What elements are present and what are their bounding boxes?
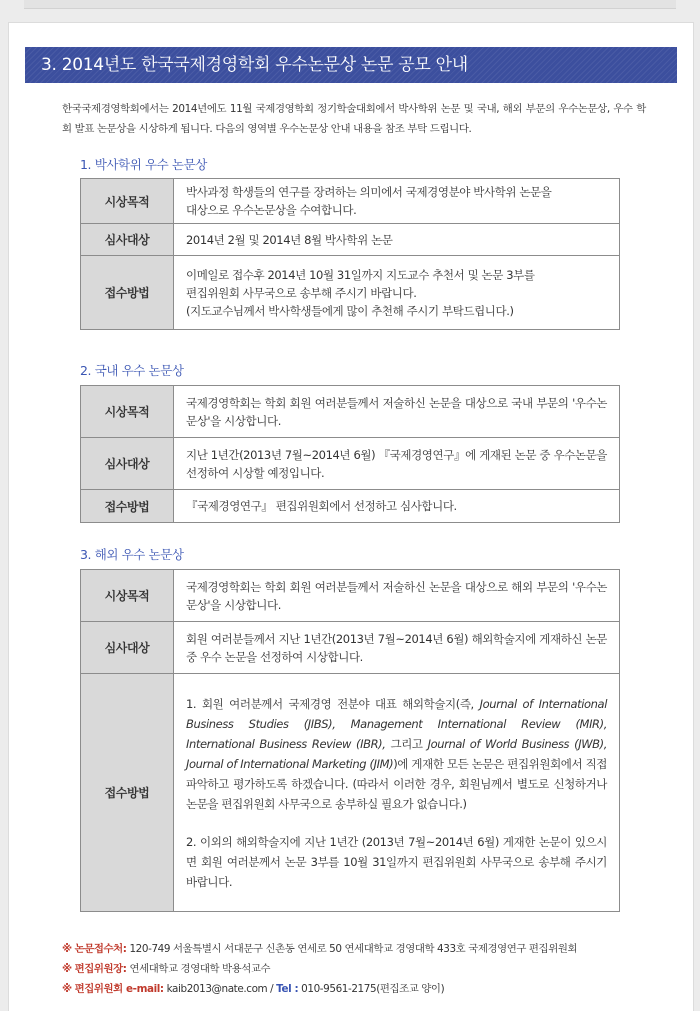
- method-paragraph-2: 2. 이외의 해외학술지에 지난 1년간 (2013년 7월~2014년 6월) 게재한 논문이 있으시면 회원 여러분께서 논문 3부를 10월 31일까지 편집위원회 사무국으로 송부해 주시기 바랍니다.: [186, 834, 607, 889]
- row-label: 접수방법: [81, 256, 174, 330]
- content-line: (지도교수님께서 박사학생들에게 많이 추천해 주시기 부탁드립니다.): [186, 303, 514, 318]
- address-line: [62, 939, 672, 959]
- row-content: [174, 179, 620, 224]
- domestic-award-table: [80, 385, 620, 523]
- row-label: 시상목적: [81, 386, 174, 438]
- reference-mark: ※: [62, 983, 72, 995]
- text-run: 1. 회원 여러분께서 국제경영 전분야 대표 해외학술지(즉,: [186, 696, 480, 711]
- row-label: 심사대상: [81, 438, 174, 490]
- intro-paragraph: 한국국제경영학회에서는 2014년에도 11월 국제경영학회 정기학술대회에서 박사학위 논문 및 국내, 해외 부문의 우수논문상, 우수 학회 발표 논문상을 시상하게 됩니다. 다음의 영역별 우수논문상 안내 내용을 참조 부탁 드립니다.: [62, 103, 646, 135]
- email-label: 편집위원회 e-mail:: [74, 983, 164, 995]
- content-line: 박사과정 학생들의 연구를 장려하는 의미에서 국제경영분야 박사학위 논문을: [186, 185, 552, 199]
- table-row: [81, 386, 620, 438]
- reference-mark: ※: [62, 963, 72, 975]
- doctoral-award-table: [80, 178, 620, 330]
- table-row: [81, 256, 620, 330]
- table-row: [81, 674, 620, 912]
- reference-mark: ※: [62, 943, 72, 955]
- row-label: 심사대상: [81, 224, 174, 256]
- text-run: )에 게재한 모든 논문은 편집위원회에서 직접 파악하고 평가하도록 하겠습니다. (따라서 이러한 경우, 회원님께서 별도로 신청하거나 논문을 편집위원회 사무국으로 송부하실 필요가 없습니다.): [186, 756, 608, 811]
- chief-text: 연세대학교 경영대학 박용석교수: [129, 963, 271, 975]
- row-label: 접수방법: [81, 674, 174, 912]
- contact-line: [62, 979, 672, 999]
- method-paragraph-1: [186, 694, 607, 814]
- section-title-bar: [25, 47, 677, 83]
- top-panel: [24, 0, 676, 9]
- tel-text: 010-9561-2175(편집조교 양이): [301, 983, 445, 995]
- text-run: 그리고: [385, 736, 428, 751]
- journal-names: Journal of World Business (JWB), Journal of International Marketing (JIM): [186, 736, 607, 771]
- table-row: [81, 622, 620, 674]
- row-content: [174, 674, 620, 912]
- table-row: [81, 179, 620, 224]
- tel-label: Tel :: [276, 983, 299, 995]
- separator: /: [270, 983, 274, 995]
- row-content: [174, 256, 620, 330]
- contact-footer: [62, 939, 672, 999]
- section-heading-doctoral: 1. 박사학위 우수 논문상: [80, 157, 207, 172]
- content-line: 대상으로 우수논문상을 수여합니다.: [186, 203, 357, 217]
- address-label: 논문접수처:: [74, 943, 127, 955]
- table-row: [81, 438, 620, 490]
- row-label: 시상목적: [81, 570, 174, 622]
- row-content: 회원 여러분들께서 지난 1년간(2013년 7월~2014년 6월) 해외학술지에 게재하신 논문 중 우수 논문을 선정하여 시상합니다.: [174, 622, 620, 674]
- content-line: 이메일로 접수후 2014년 10월 31일까지 지도교수 추천서 및 논문 3부를: [186, 267, 535, 282]
- section-heading-domestic: 2. 국내 우수 논문상: [80, 363, 184, 378]
- table-row: [81, 224, 620, 256]
- table-row: [81, 570, 620, 622]
- overseas-award-table: [80, 569, 620, 912]
- row-content: 2014년 2월 및 2014년 8월 박사학위 논문: [174, 224, 620, 256]
- row-content: 국제경영학회는 학회 회원 여러분들께서 저술하신 논문을 대상으로 해외 부문의 '우수논문상'을 시상합니다.: [174, 570, 620, 622]
- notice-page: [8, 22, 694, 1011]
- row-label: 접수방법: [81, 490, 174, 523]
- row-content: 국제경영학회는 학회 회원 여러분들께서 저술하신 논문을 대상으로 국내 부문의 '우수논문상'을 시상합니다.: [174, 386, 620, 438]
- page-title: 3. 2014년도 한국국제경영학회 우수논문상 논문 공모 안내: [41, 55, 468, 75]
- section-heading-overseas: 3. 해외 우수 논문상: [80, 547, 184, 562]
- chief-label: 편집위원장:: [74, 963, 127, 975]
- row-label: 시상목적: [81, 179, 174, 224]
- journal-names: Journal of International Business Studies (JIBS), Management International Review (MIR), International Business Review (IBR),: [186, 696, 607, 751]
- row-content: 『국제경영연구』 편집위원회에서 선정하고 심사합니다.: [174, 490, 620, 523]
- content-line: 편집위원회 사무국으로 송부해 주시기 바랍니다.: [186, 285, 417, 300]
- email-link[interactable]: kaib2013@nate.com: [166, 983, 268, 995]
- table-row: [81, 490, 620, 523]
- address-text: 120-749 서울특별시 서대문구 신촌동 연세로 50 연세대학교 경영대학 433호 국제경영연구 편집위원회: [129, 943, 578, 955]
- row-content: 지난 1년간(2013년 7월~2014년 6월) 『국제경영연구』에 게재된 논문 중 우수논문을 선정하여 시상할 예정입니다.: [174, 438, 620, 490]
- row-label: 심사대상: [81, 622, 174, 674]
- chief-line: [62, 959, 672, 979]
